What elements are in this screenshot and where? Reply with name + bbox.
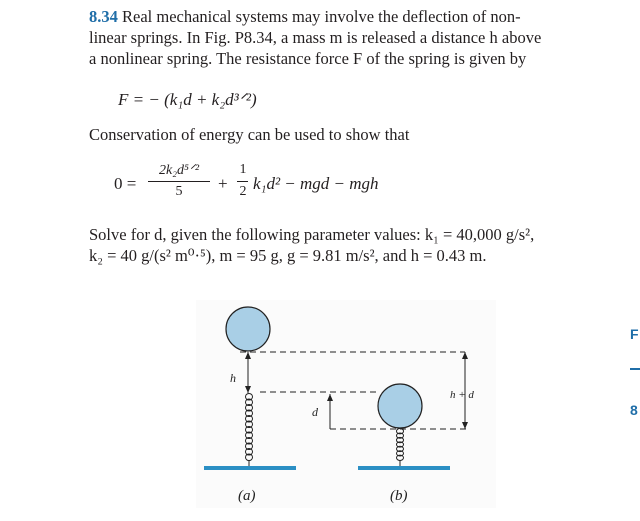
intro-line-2: linear springs. In Fig. P8.34, a mass m is released a distance h above — [89, 28, 542, 47]
edge-rule — [630, 368, 640, 370]
energy-eq-plus: + — [218, 174, 228, 193]
energy-frac1-denominator: 5 — [175, 184, 183, 199]
edge-mark-bottom: 8 — [630, 402, 638, 418]
solve-line-2: k₂ = 40 g/(s² m⁰·⁵), m = 95 g, g = 9.81 m/s², and h = 0.43 m. — [89, 246, 487, 265]
intro-line-3: a nonlinear spring. The resistance force F of the spring is given by — [89, 49, 527, 68]
spring-b — [397, 429, 404, 466]
conservation-text: Conservation of energy can be used to show that — [89, 125, 410, 144]
label-h-plus-d: h + d — [450, 389, 474, 401]
energy-eq-lhs: 0 = — [114, 174, 137, 193]
caption-a: (a) — [238, 488, 256, 504]
energy-eq-rest: k₁d² − mgd − mgh — [253, 174, 379, 193]
caption-b: (b) — [390, 488, 408, 504]
energy-frac2-numerator: 1 — [239, 162, 247, 177]
mass-ball-b — [378, 384, 422, 428]
energy-frac1-numerator: 2k₂d⁵ᐟ² — [158, 163, 200, 178]
edge-mark-top: F — [630, 326, 639, 342]
solve-line-1: Solve for d, given the following parameter values: k₁ = 40,000 g/s², — [89, 225, 535, 244]
label-d: d — [312, 405, 318, 419]
problem-number: 8.34 — [89, 7, 118, 26]
ground-b — [358, 466, 450, 470]
energy-frac2-denominator: 2 — [239, 184, 247, 199]
intro-line-1: Real mechanical systems may involve the deflection of non- — [122, 7, 521, 26]
force-equation: F = − (k₁d + k₂d³ᐟ²) — [118, 90, 257, 109]
ground-a — [204, 466, 296, 470]
mass-ball-a — [226, 307, 270, 351]
label-h: h — [230, 371, 236, 385]
